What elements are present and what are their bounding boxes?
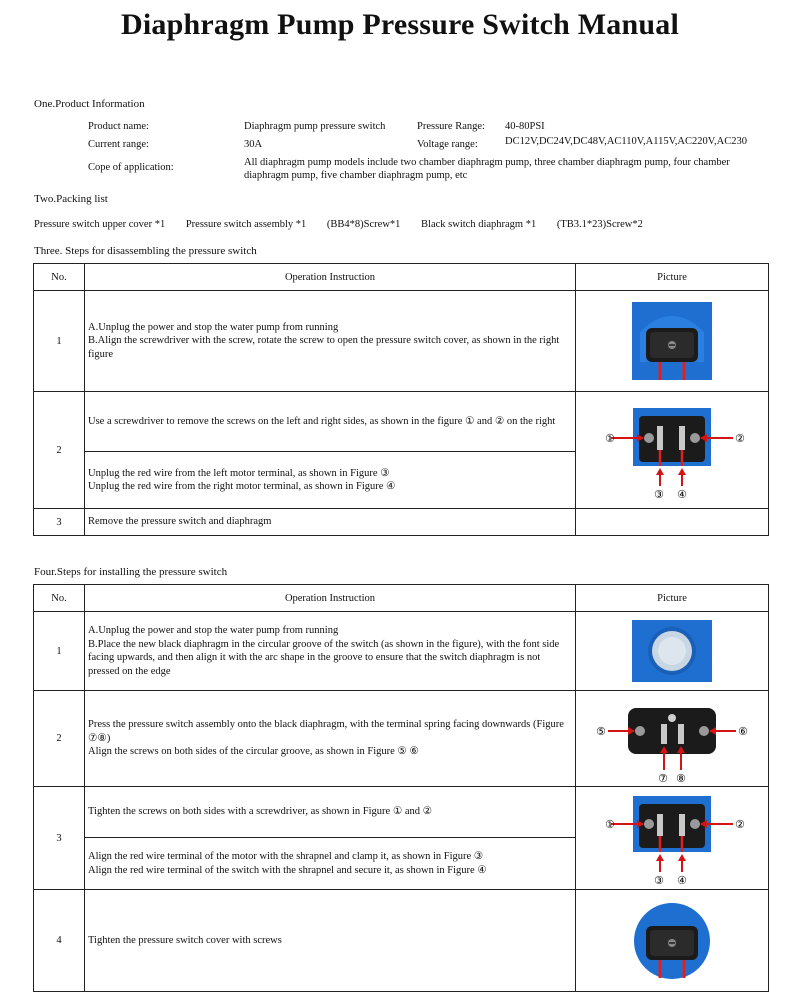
step-number: 2	[34, 392, 85, 509]
section-packing-heading: Two.Packing list	[34, 193, 108, 205]
table-row	[34, 291, 769, 392]
current-range-label: Current range:	[88, 139, 149, 150]
step-number: 1	[34, 291, 85, 392]
figure-label: ②	[735, 818, 745, 831]
step-picture	[576, 612, 769, 691]
figure-label: ⑧	[676, 771, 686, 784]
section-install-heading: Four.Steps for installing the pressure switch	[34, 566, 228, 578]
pump-cover-installed-photo	[632, 898, 712, 984]
product-name-label: Product name:	[88, 121, 149, 132]
col-header-instruction: Operation Instruction	[85, 264, 576, 291]
col-header-picture: Picture	[576, 585, 769, 612]
packing-item: (BB4*8)Screw*1	[326, 219, 401, 230]
step-picture	[576, 890, 769, 992]
step-instruction: Use a screwdriver to remove the screws on the left and right sides, as shown in the figure ① and ② on the right	[85, 392, 576, 452]
step-number: 4	[34, 890, 85, 992]
switch-assembly-diagram	[592, 694, 752, 784]
table-row	[34, 509, 769, 536]
table-row	[34, 612, 769, 691]
figure-label: ⑥	[738, 724, 748, 738]
step-number: 1	[34, 612, 85, 691]
col-header-picture: Picture	[576, 264, 769, 291]
voltage-range-label: Voltage range:	[417, 139, 478, 150]
voltage-range-value: DC12V,DC24V,DC48V,AC110V,A115V,AC220V,AC230	[505, 136, 747, 147]
step-number: 3	[34, 787, 85, 890]
figure-label: ④	[677, 874, 687, 886]
step-instruction: Unplug the red wire from the left motor terminal, as shown in Figure ③ Unplug the red wire from the right motor terminal, as shown in Figure ④	[85, 452, 576, 509]
step-instruction: Tighten the screws on both sides with a screwdriver, as shown in Figure ① and ②	[85, 787, 576, 838]
switch-terminals-diagram	[597, 400, 747, 500]
step-instruction: A.Unplug the power and stop the water pump from running B.Align the screwdriver with the screw, rotate the screw to open the pressure switch cover, as shown in the right figure	[85, 291, 576, 392]
disassemble-table	[33, 263, 769, 536]
col-header-no: No.	[34, 264, 85, 291]
table-row	[34, 787, 769, 838]
diaphragm-groove-photo	[632, 620, 712, 682]
figure-label: ⑤	[596, 724, 606, 738]
figure-label: ⑦	[658, 771, 668, 784]
page-title: Diaphragm Pump Pressure Switch Manual	[121, 8, 679, 41]
install-table	[33, 584, 769, 992]
packing-item: Black switch diaphragm *1	[421, 219, 537, 230]
figure-label: ③	[654, 488, 664, 500]
packing-item: Pressure switch upper cover *1	[34, 219, 166, 230]
step-number: 2	[34, 691, 85, 787]
pressure-range-value: 40-80PSI	[505, 121, 545, 132]
table-row	[34, 691, 769, 787]
figure-label: ③	[654, 874, 664, 886]
step-instruction: A.Unplug the power and stop the water pump from running B.Place the new black diaphragm in the circular groove of the switch (as shown in the figure), with the font side facing upwards, and then align it with the arc shape in the groove to ensure that the switch diaphragm is not pressed on the edge	[85, 612, 576, 691]
step-picture	[576, 392, 769, 509]
col-header-no: No.	[34, 585, 85, 612]
packing-list	[34, 219, 661, 230]
table-row	[34, 890, 769, 992]
step-picture	[576, 291, 769, 392]
step-instruction: Tighten the pressure switch cover with screws	[85, 890, 576, 992]
figure-label: ②	[735, 432, 745, 445]
current-range-value: 30A	[244, 139, 263, 150]
step-instruction: Remove the pressure switch and diaphragm	[85, 509, 576, 536]
pump-cover-photo	[632, 302, 712, 380]
product-name-value: Diaphragm pump pressure switch	[244, 121, 386, 132]
step-picture	[576, 691, 769, 787]
step-number: 3	[34, 509, 85, 536]
figure-label: ④	[677, 488, 687, 500]
pressure-range-label: Pressure Range:	[417, 121, 485, 132]
section-product-info-heading: One.Product Information	[34, 98, 145, 110]
figure-label: ①	[605, 818, 615, 831]
step-instruction: Press the pressure switch assembly onto the black diaphragm, with the terminal spring facing downwards (Figure ⑦⑧) Align the screws on both sides of the circular groove, as shown in Figure ⑤ ⑥	[85, 691, 576, 787]
section-disassemble-heading: Three. Steps for disassembling the pressure switch	[34, 245, 257, 257]
packing-item: Pressure switch assembly *1	[185, 219, 307, 230]
step-picture	[576, 787, 769, 890]
col-header-instruction: Operation Instruction	[85, 585, 576, 612]
switch-terminals-diagram	[597, 790, 747, 886]
scope-value: All diaphragm pump models include two chamber diaphragm pump, three chamber diaphragm pump, four chamber diaphragm pump, five chamber diaphragm pump, etc	[244, 157, 730, 181]
step-instruction: Align the red wire terminal of the motor with the shrapnel and clamp it, as shown in Figure ③ Align the red wire terminal of the switch with the shrapnel and secure it, as shown in Figure ④	[85, 838, 576, 890]
packing-item: (TB3.1*23)Screw*2	[556, 219, 643, 230]
scope-label: Cope of application:	[88, 162, 174, 173]
figure-label: ①	[605, 432, 615, 445]
step-picture-empty	[576, 509, 769, 536]
table-row	[34, 392, 769, 452]
